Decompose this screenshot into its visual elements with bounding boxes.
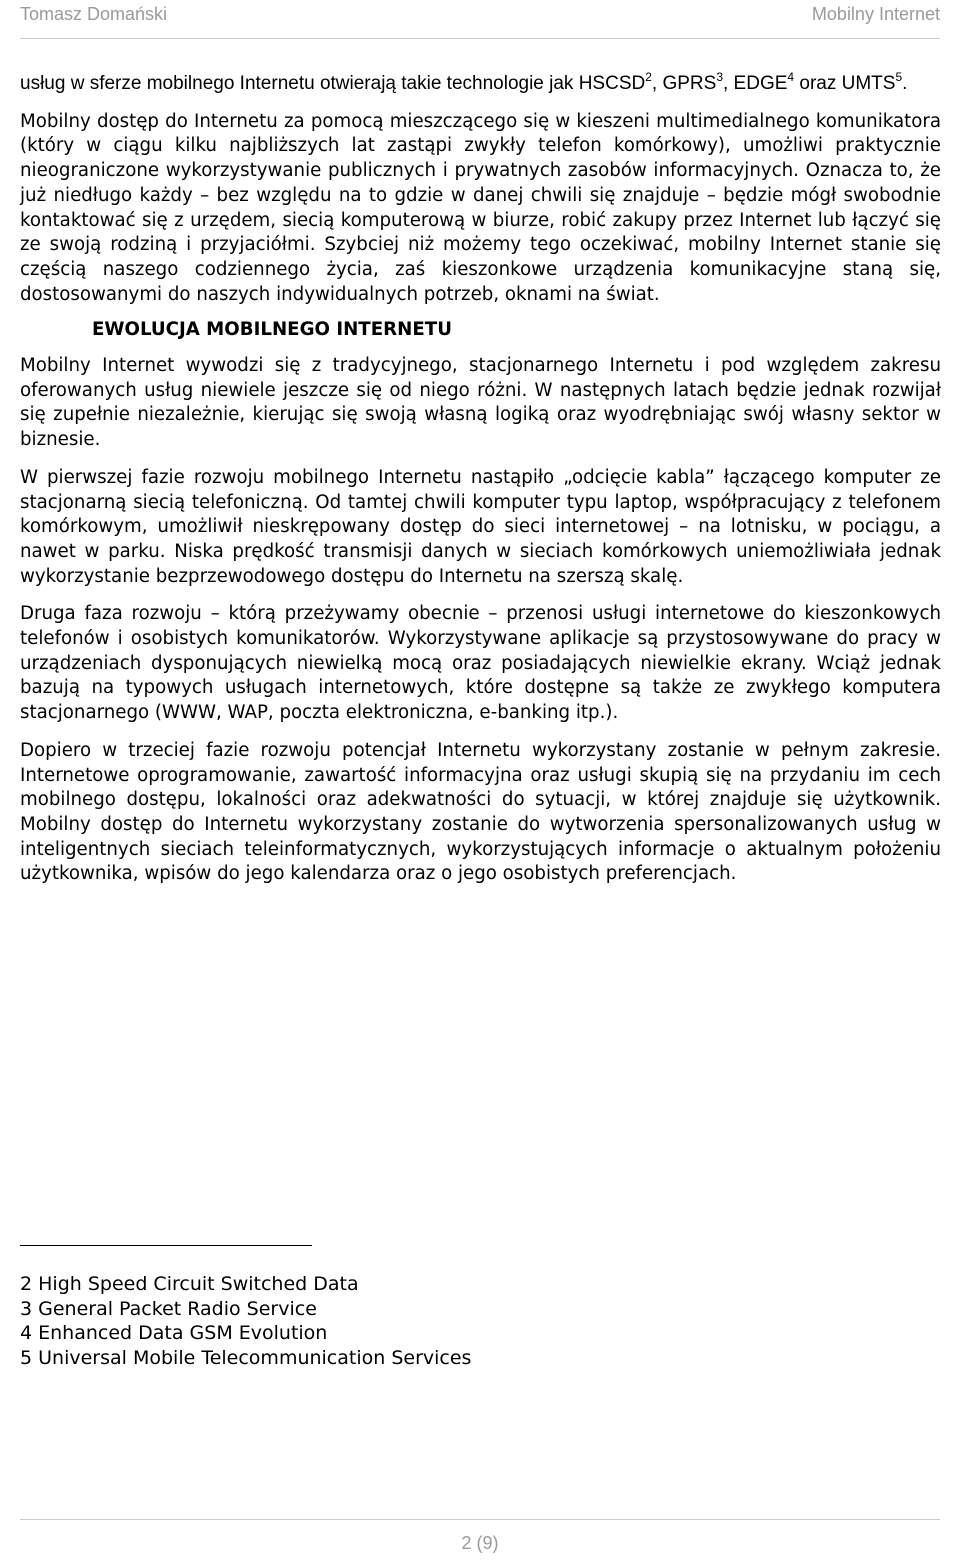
intro-text-part5: . bbox=[902, 73, 908, 94]
footnote-4: 4 Enhanced Data GSM Evolution bbox=[20, 1322, 328, 1345]
header-title: Mobilny Internet bbox=[811, 4, 940, 24]
section-heading: EWOLUCJA MOBILNEGO INTERNETU bbox=[92, 319, 452, 341]
footnote-5: 5 Universal Mobile Telecommunication Services bbox=[20, 1347, 472, 1370]
header-author: Tomasz Domański bbox=[20, 4, 168, 24]
intro-text-part4: oraz UMTS bbox=[794, 73, 896, 94]
footnote-3: 3 General Packet Radio Service bbox=[20, 1297, 317, 1320]
footnote-ref-2: 2 bbox=[645, 70, 652, 84]
footnote-ref-3: 3 bbox=[716, 70, 723, 84]
intro-text-part2: , GPRS bbox=[651, 73, 717, 94]
intro-paragraph bbox=[20, 72, 941, 97]
footnotes bbox=[20, 1272, 471, 1371]
intro-text-part3: , EDGE bbox=[723, 73, 788, 94]
footnote-2: 2 High Speed Circuit Switched Data bbox=[20, 1273, 359, 1295]
paragraph-origins: Mobilny Internet wywodzi się z tradycyjnego, stacjonarnego Internetu i pod względem zakresu oferowanych usług niewiele jeszcze się od niego różni. W następnych latach będzie jednak rozwijał się zupełnie niezależnie, kierując się swoją własną logiką oraz wyodrębniając swój własny sektor w biznesie. bbox=[20, 355, 941, 451]
intro-text-part1: usług w sferze mobilnego Internetu otwierają takie technologie jak HSCSD bbox=[20, 73, 646, 94]
footnote-ref-4: 4 bbox=[787, 70, 795, 84]
paragraph-phase-three: Dopiero w trzeciej fazie rozwoju potencjał Internetu wykorzystany zostanie w pełnym zakresie. Internetowe oprogramowanie, zawartość informacyjna oraz usługi skupią się na przydaniu im cech mobilnego dostępu, lokalności oraz adekwatności do sytuacji, w której znajduje się użytkownik. Mobilny dostęp do Internetu wykorzystany zostanie do wytworzenia spersonalizowanych usług w inteligentnych sieciach teleinformatycznych, wykorzystujących informacje o aktualnym położeniu użytkownika, wpisów do jego kalendarza oraz o jego osobistych preferencjach. bbox=[20, 739, 941, 885]
footnote-separator bbox=[20, 1245, 312, 1246]
page-number: 2 (9) bbox=[461, 1533, 499, 1553]
page-header bbox=[20, 0, 940, 39]
footnote-ref-5: 5 bbox=[895, 70, 903, 84]
document-body bbox=[20, 72, 941, 887]
paragraph-phase-one: W pierwszej fazie rozwoju mobilnego Internetu nastąpiło „odcięcie kabla” łączącego komputer ze stacjonarną siecią telefoniczną. Od tamtej chwili komputer typu laptop, współpracujący z telefonem komórkowym, umożliwił nieskrępowany dostęp do sieci internetowej – na lotnisku, w pociągu, a nawet w parku. Niska prędkość transmisji danych w sieciach komórkowych uniemożliwiała jednak wykorzystanie bezprzewodowego dostępu do Internetu na szerszą skalę. bbox=[20, 466, 941, 587]
paragraph-mobile-access: Mobilny dostęp do Internetu za pomocą mieszczącego się w kieszeni multimedialnego komunikatora (który w ciągu kilku najbliższych lat zastąpi zwykły telefon komórkowy), umożliwi praktycznie nieograniczone wykorzystywanie publicznych i prywatnych zasobów informacyjnych. Oznacza to, że już niedługo każdy – bez względu na to gdzie w danej chwili się znajduje – będzie mógł swobodnie kontaktować się z urzędem, siecią komputerową w biurze, robić zakupy przez Internet lub łączyć się ze swoją rodziną i przyjaciółmi. Szybciej niż możemy tego oczekiwać, mobilny Internet stanie się częścią naszego codziennego życia, zaś kieszonkowe urządzenia komunikacyjne staną się, dostosowanymi do naszych indywidualnych potrzeb, oknami na świat. bbox=[20, 110, 941, 305]
footer-divider bbox=[20, 1519, 940, 1520]
paragraph-phase-two: Druga faza rozwoju – którą przeżywamy obecnie – przenosi usługi internetowe do kieszonkowych telefonów i osobistych komunikatorów. Wykorzystywane aplikacje są przystosowywane do pracy w urządzeniach dysponujących niewielką mocą oraz posiadających niewielkie ekrany. Wciąż jednak bazują na typowych usługach internetowych, które dostępne są także ze zwykłego komputera stacjonarnego (WWW, WAP, poczta elektroniczna, e-banking itp.). bbox=[20, 603, 941, 724]
